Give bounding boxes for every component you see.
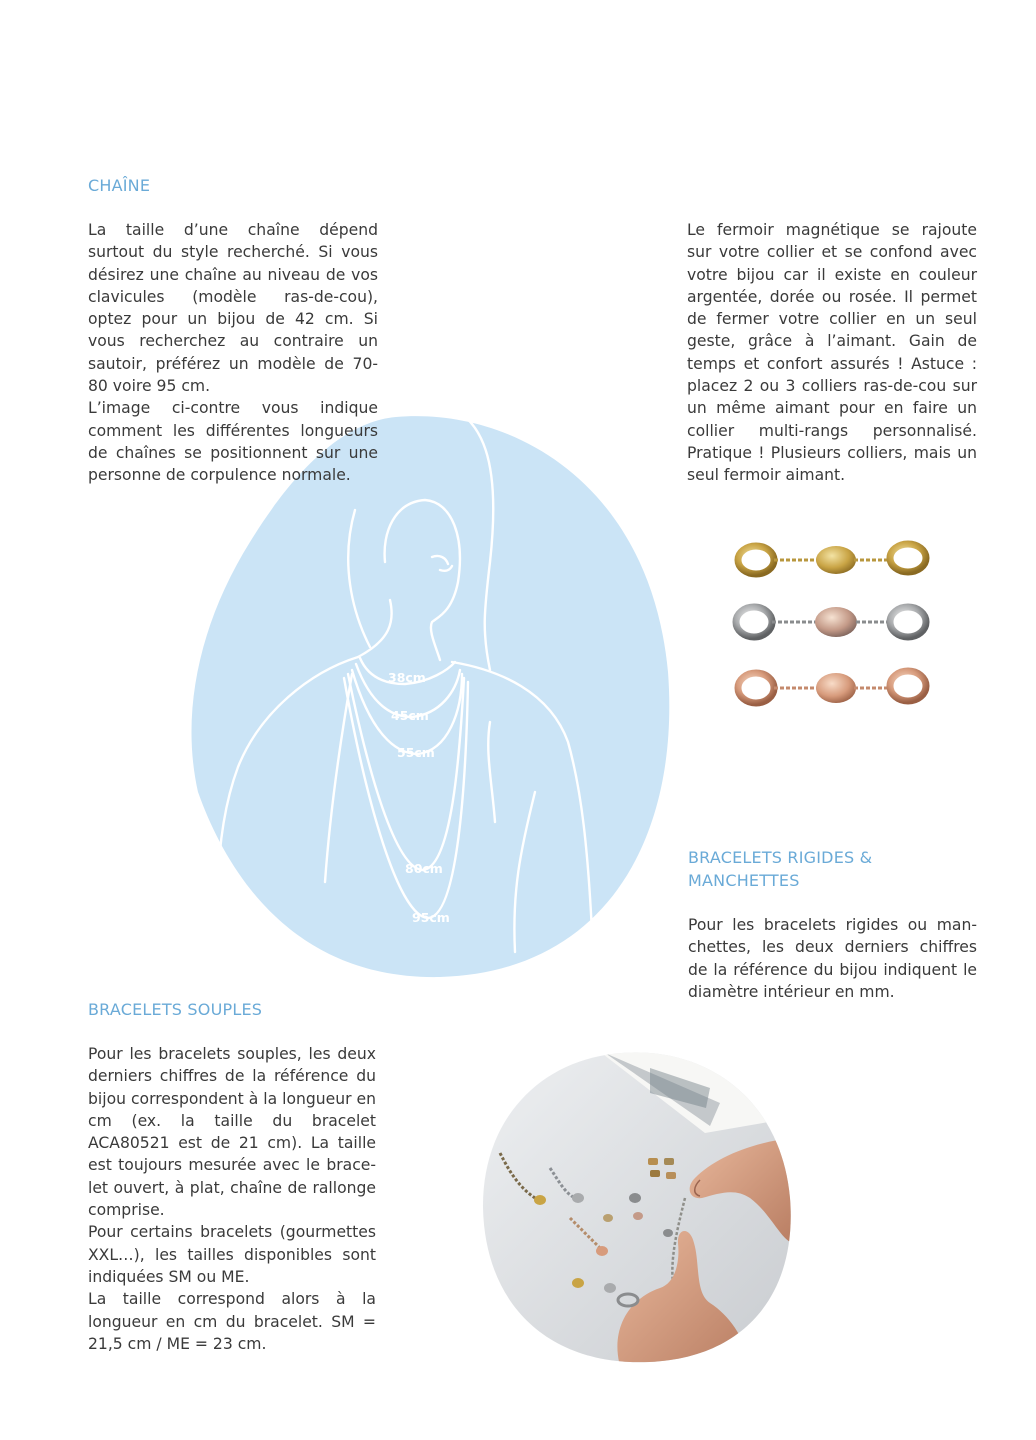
length-label-80: 80cm	[405, 861, 443, 876]
magnetic-clasps-photo	[728, 530, 938, 720]
length-label-55: 55cm	[397, 745, 435, 760]
chaine-heading: CHAÎNE	[88, 176, 151, 195]
rose-clasp	[738, 671, 926, 703]
bracelets-souples-text	[88, 1043, 376, 1355]
length-label-95: 95cm	[412, 910, 450, 925]
bracelets-souples-paragraph-3: La taille correspond alors à la longueur en cm du bracelet. SM = 21,5 cm / ME = 23 cm.	[88, 1290, 376, 1353]
bracelets-souples-heading: BRACELETS SOUPLES	[88, 1000, 263, 1019]
bracelets-rigides-heading-line-2: MANCHETTES	[688, 871, 800, 890]
bracelets-rigides-heading-line-1: BRACELETS RIGIDES &	[688, 848, 873, 867]
jewelry-workshop-photo	[480, 1048, 792, 1366]
necklace-length-illustration	[190, 412, 672, 982]
bracelets-souples-paragraph-1: Pour les bracelets souples, les deux derniers chiffres de la référence du bijou correspondent à la longueur en cm (ex. la taille du bracelet ACA80521 est de 21 cm). La taille est toujours mesurée avec le bracelet ouvert, à plat, chaîne de rallonge comprise.	[88, 1045, 376, 1220]
bracelets-rigides-text	[688, 914, 977, 1003]
gold-clasp	[738, 544, 926, 574]
length-label-38: 38cm	[388, 670, 426, 685]
chaine-text	[88, 219, 378, 487]
length-label-45: 45cm	[391, 708, 429, 723]
bracelets-souples-paragraph-2: Pour certains bracelets (gourmettes XXL…), les tailles disponibles sont indiquées SM ou ME.	[88, 1223, 376, 1286]
bracelets-rigides-heading	[688, 846, 872, 892]
silver-clasp	[736, 607, 926, 637]
bracelets-rigides-paragraph: Pour les bracelets rigides ou manchettes, les deux derniers chiffres de la référence du bijou indiquent le diamètre intérieur en mm.	[688, 916, 977, 1001]
chaine-paragraph-2: L’image ci-contre vous indique comment les différentes longueurs de chaînes se positionnent sur une personne de corpulence normale.	[88, 399, 378, 485]
fermoir-paragraph: Le fermoir magnétique se rajoute sur votre collier et se confond avec votre bijou car il existe en couleur argentée, dorée ou rosée. Il permet de fermer votre collier en un seul geste, grâce à l’aimant. Gain de temps et confort assurés ! Astuce : placez 2 ou 3 colliers ras-de-cou sur un même aimant pour en faire un collier multi-rangs personnalisé. Pratique ! Plusieurs colliers, mais un seul fermoir aimant.	[687, 221, 977, 485]
chaine-paragraph-1: La taille d’une chaîne dépend surtout du style recherché. Si vous désirez une chaîne au niveau de vos clavicules (modèle ras-de-cou), optez pour un bijou de 42 cm. Si vous recherchez au contraire un sautoir, préférez un modèle de 70-80 voire 95 cm.	[88, 221, 378, 396]
fermoir-text	[687, 219, 977, 487]
